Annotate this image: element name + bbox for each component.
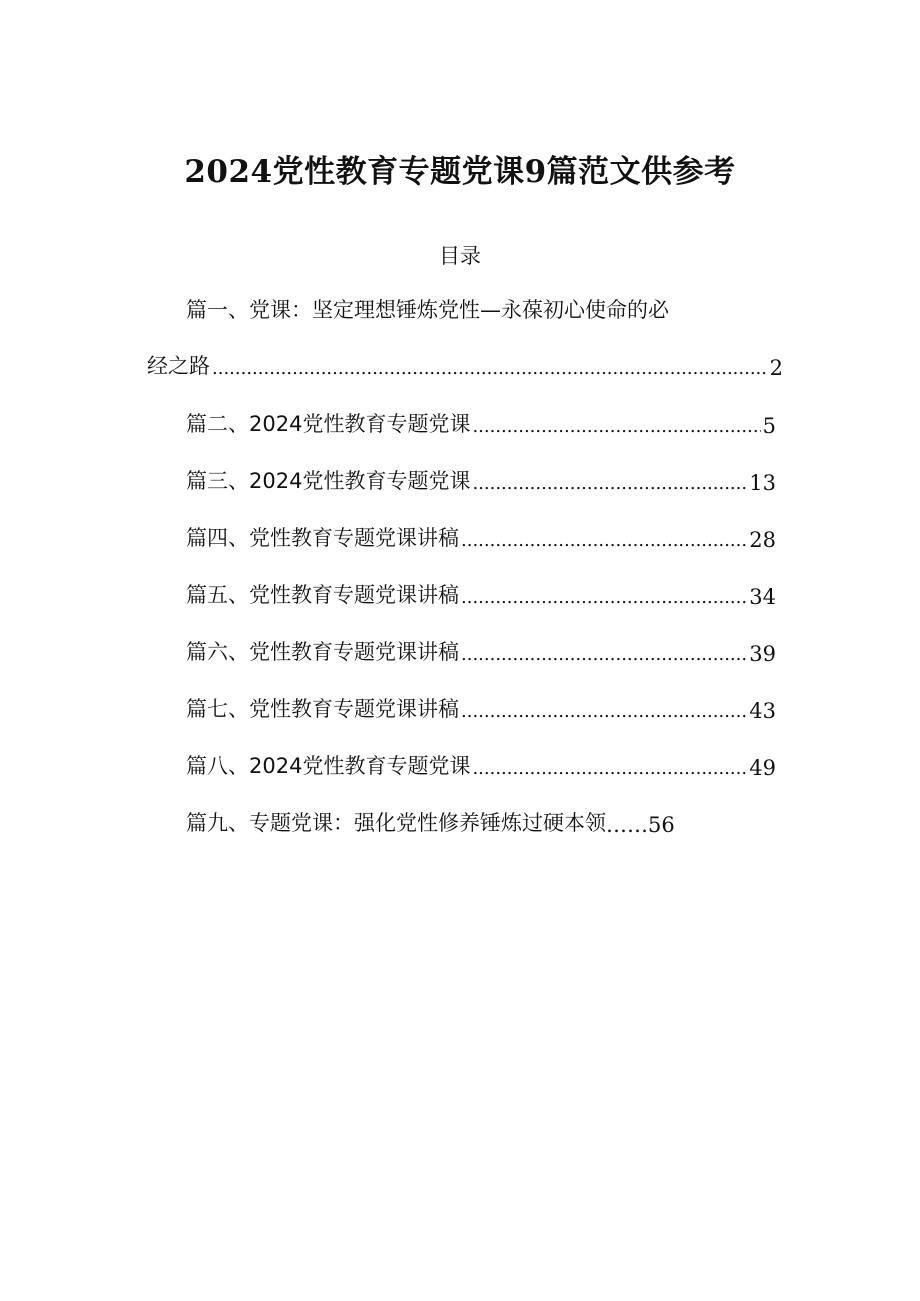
toc-page-number: 13 [749, 471, 776, 495]
toc-page-number: 34 [749, 585, 776, 609]
toc-entry-7[interactable] [186, 693, 776, 723]
toc-entry-label: 篇五、党性教育专题党课讲稿 [186, 583, 459, 607]
toc-entry-label: 篇四、党性教育专题党课讲稿 [186, 526, 459, 550]
toc-entry-5[interactable] [186, 579, 776, 609]
toc-entry-label: 篇八、2024党性教育专题党课 [186, 754, 471, 778]
toc-entry-8[interactable] [186, 750, 776, 780]
toc-entry-2[interactable] [186, 408, 776, 438]
toc-dot-leader [212, 358, 768, 380]
toc-entry-label: 篇六、党性教育专题党课讲稿 [186, 640, 459, 664]
toc-entry-label: 篇三、2024党性教育专题党课 [186, 469, 471, 493]
toc-entry-9[interactable] [186, 807, 675, 837]
toc-entry-label: 篇一、党课：坚定理想锤炼党性—永葆初心使命的必 [186, 298, 669, 322]
toc-ellipsis-leader: …… [606, 813, 648, 837]
toc-entry-1-line-2[interactable] [147, 350, 783, 380]
toc-dot-leader [472, 416, 760, 438]
toc-entry-label: 篇九、专题党课：强化党性修养锤炼过硬本领 [186, 811, 606, 835]
toc-entry-label: 篇七、党性教育专题党课讲稿 [186, 697, 459, 721]
toc-page-number: 49 [749, 756, 776, 780]
toc-dot-leader [472, 473, 747, 495]
toc-dot-leader [461, 644, 747, 666]
toc-heading: 目录 [439, 244, 481, 268]
toc-dot-leader [461, 530, 747, 552]
toc-page-number: 39 [749, 642, 776, 666]
toc-page-number: 43 [749, 699, 776, 723]
toc-page-number: 28 [749, 528, 776, 552]
toc-dot-leader [461, 587, 747, 609]
toc-entry-label: 经之路 [147, 354, 210, 378]
toc-entry-4[interactable] [186, 522, 776, 552]
toc-page-number: 5 [762, 414, 776, 438]
document-title: 2024党性教育专题党课9篇范文供参考 [184, 154, 736, 190]
toc-page-number: 56 [648, 813, 675, 837]
toc-entry-1-line-1[interactable] [186, 294, 669, 324]
toc-dot-leader [461, 701, 747, 723]
toc-entry-3[interactable] [186, 465, 776, 495]
toc-entry-label: 篇二、2024党性教育专题党课 [186, 412, 471, 436]
toc-page-number: 2 [769, 356, 783, 380]
toc-dot-leader [472, 758, 747, 780]
toc-entry-6[interactable] [186, 636, 776, 666]
